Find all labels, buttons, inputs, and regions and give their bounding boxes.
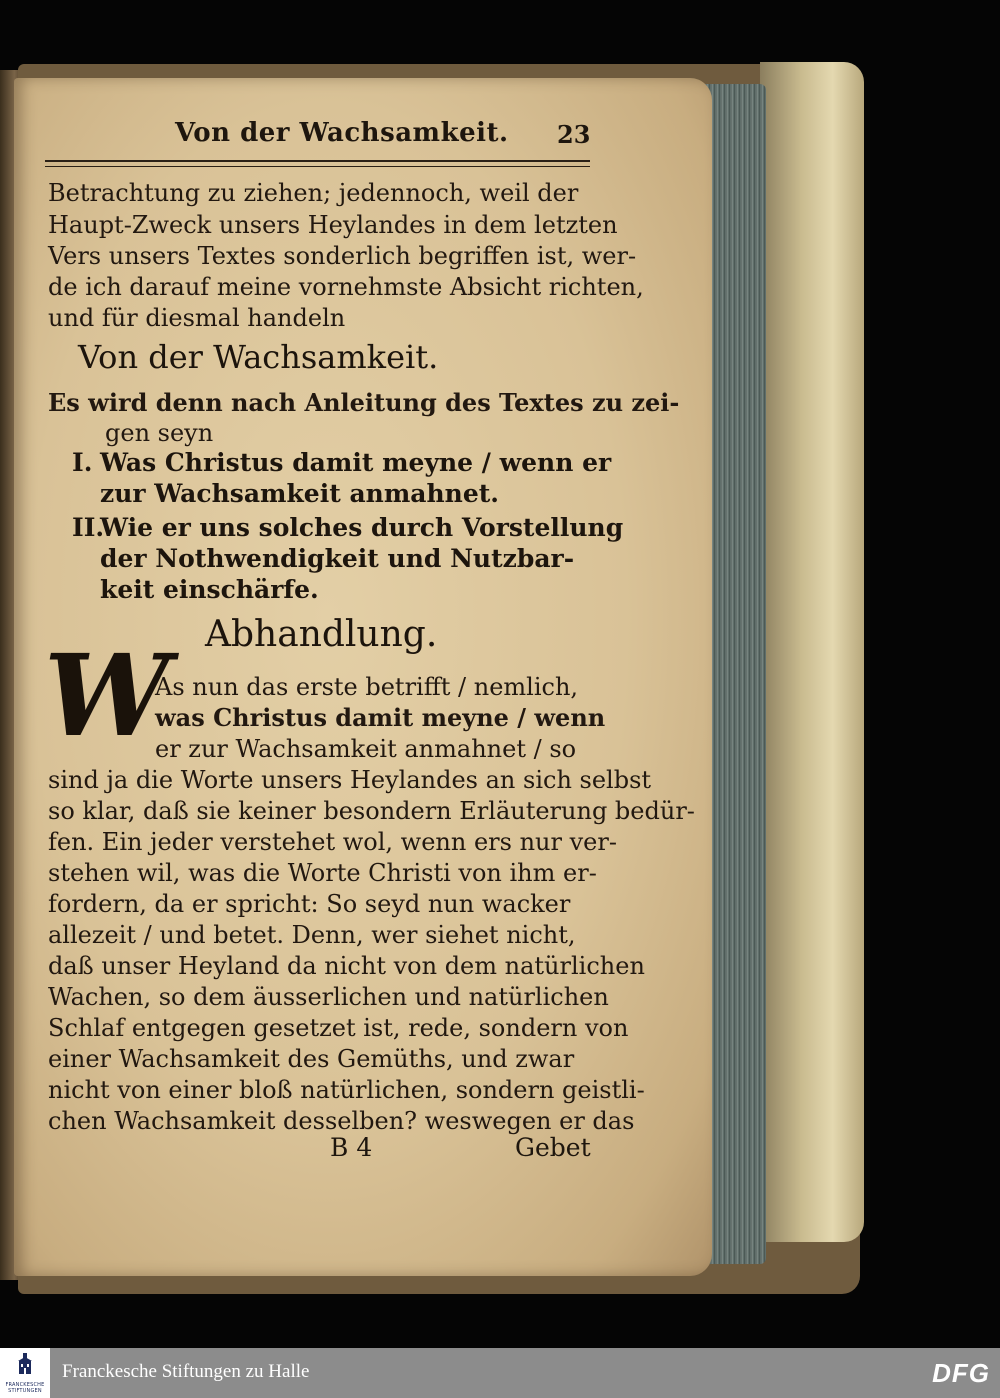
paragraph-line: daß unser Heyland da nicht von dem natürlichen (48, 952, 645, 980)
paragraph-line: so klar, daß sie keiner besondern Erläuterung bedür- (48, 797, 695, 825)
point-line: der Nothwendigkeit und Nutzbar- (100, 544, 575, 573)
point-line: Was Christus damit meyne / wenn er (100, 448, 612, 477)
paragraph-line: einer Wachsamkeit des Gemüths, und zwar (48, 1045, 575, 1073)
point-numeral: I. (72, 448, 93, 477)
intro-line: gen seyn (105, 419, 214, 447)
paragraph-line: er zur Wachsamkeit anmahnet / so (155, 735, 577, 763)
point-line: keit einschärfe. (100, 575, 319, 604)
body-line: Vers unsers Textes sonderlich begriffen ist, wer- (48, 242, 637, 270)
point-numeral: II. (72, 513, 105, 542)
paragraph-line: allezeit / und betet. Denn, wer siehet nicht, (48, 921, 576, 949)
header-rule (45, 160, 590, 167)
paragraph-line: stehen wil, was die Worte Christi von ihm er- (48, 859, 597, 887)
body-line: Betrachtung zu ziehen; jedennoch, weil der (48, 179, 579, 207)
paragraph-line: nicht von einer bloß natürlichen, sondern geistli- (48, 1076, 645, 1104)
institution-logo[interactable] (0, 1348, 50, 1398)
institution-bar (0, 1348, 1000, 1398)
dfg-logo[interactable]: DFG (932, 1358, 990, 1388)
section-heading: Abhandlung. (205, 614, 438, 655)
decorated-initial: W (44, 631, 170, 762)
page-number: 23 (557, 120, 591, 149)
paragraph-line: fen. Ein jeder verstehet wol, wenn ers nur ver- (48, 828, 617, 856)
point-line: zur Wachsamkeit anmahnet. (100, 479, 499, 508)
paragraph-line: sind ja die Worte unsers Heylandes an sich selbst (48, 766, 652, 794)
vellum-cover (760, 62, 864, 1242)
body-line: Haupt-Zweck unsers Heylandes in dem letzten (48, 211, 618, 239)
body-line: de ich darauf meine vornehmste Absicht richten, (48, 273, 644, 301)
institution-name[interactable]: Franckesche Stiftungen zu Halle (62, 1361, 310, 1382)
paragraph-line: chen Wachsamkeit desselben? weswegen er das (48, 1107, 635, 1135)
catchword: Gebet (515, 1133, 591, 1162)
logo-caption: FRANCKESCHE STIFTUNGEN (5, 1382, 45, 1394)
paragraph-line: Wachen, so dem äusserlichen und natürlichen (48, 983, 609, 1011)
paragraph-line: fordern, da er spricht: So seyd nun wacker (48, 890, 571, 918)
running-title: Von der Wachsamkeit. (175, 118, 509, 148)
body-line: und für diesmal handeln (48, 304, 346, 332)
subject-heading: Von der Wachsamkeit. (78, 338, 439, 376)
point-line: Wie er uns solches durch Vorstellung (100, 513, 624, 542)
intro-line: Es wird denn nach Anleitung des Textes zu zei- (48, 388, 680, 417)
signature-mark: B 4 (330, 1133, 373, 1162)
paragraph-line: Schlaf entgegen gesetzet ist, rede, sondern von (48, 1014, 629, 1042)
orphanage-building-icon (17, 1353, 33, 1375)
paragraph-line: was Christus damit meyne / wenn (155, 703, 606, 732)
paragraph-line: As nun das erste betrifft / nemlich, (155, 673, 579, 701)
